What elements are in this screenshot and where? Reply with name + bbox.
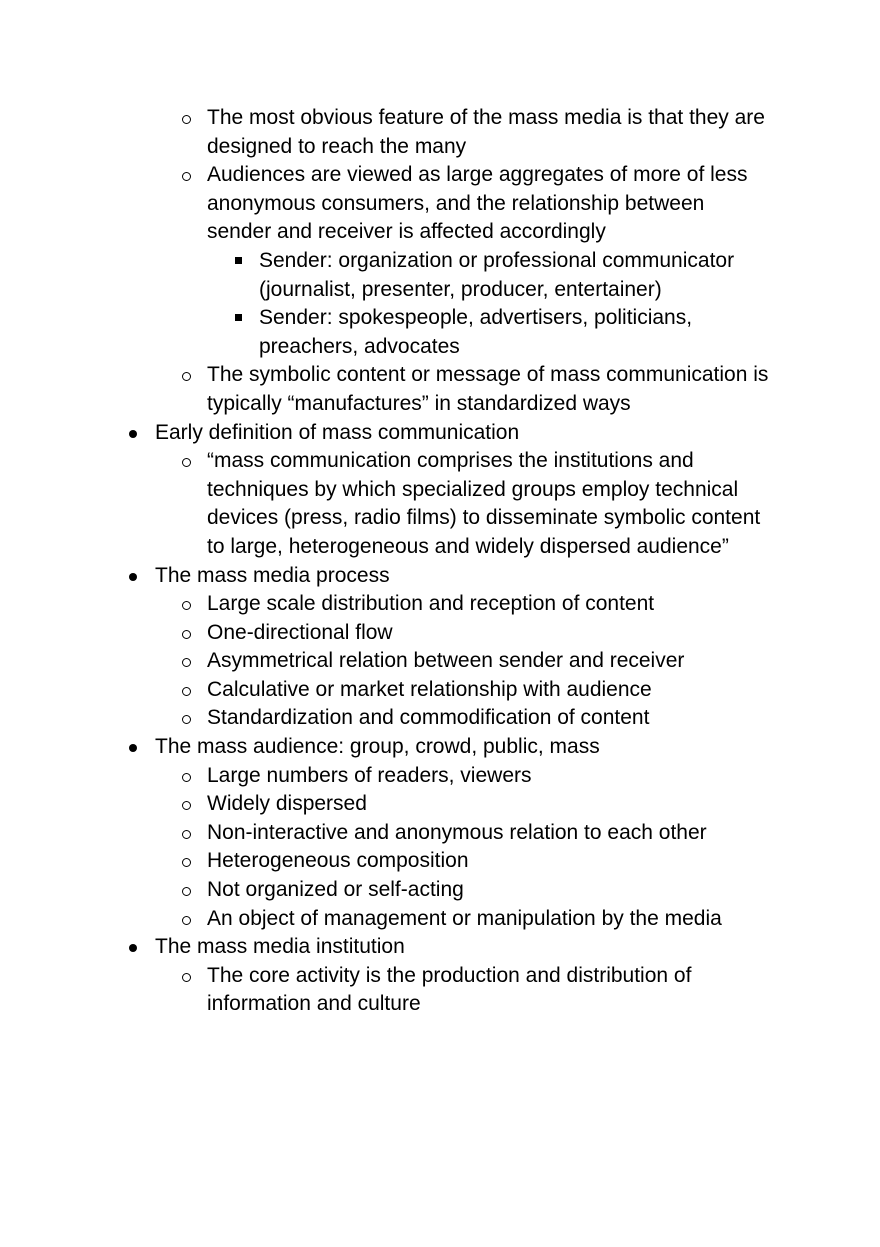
list-item-line: Standardization and commodification of content (207, 706, 650, 730)
list-item-line: preachers, advocates (259, 334, 460, 358)
document-body (0, 104, 880, 1019)
list-item-line: The symbolic content or message of mass communication is (207, 363, 769, 387)
list-item (0, 790, 880, 819)
list-item-line: to large, heterogeneous and widely dispersed audience” (207, 534, 729, 558)
hollow-circle-bullet-icon (182, 630, 191, 639)
list-item (0, 619, 880, 648)
list-item (0, 304, 880, 361)
list-item (0, 161, 880, 247)
list-item (0, 733, 880, 762)
list-item (0, 647, 880, 676)
filled-circle-bullet-icon (129, 944, 137, 952)
filled-circle-bullet-icon (129, 744, 137, 752)
list-item-line: The most obvious feature of the mass media is that they are (207, 106, 765, 129)
list-item (0, 562, 880, 591)
list-item (0, 419, 880, 448)
list-item-line: Heterogeneous composition (207, 849, 469, 873)
hollow-circle-bullet-icon (182, 372, 191, 381)
list-item-line: The mass media process (155, 563, 390, 587)
list-item-line: Large scale distribution and reception of content (207, 592, 655, 616)
list-item-line: One-directional flow (207, 620, 393, 644)
list-item-line: Sender: organization or professional communicator (259, 248, 735, 272)
square-bullet-icon (235, 314, 242, 321)
list-item-line: information and culture (207, 992, 421, 1016)
list-item-line: Not organized or self-acting (207, 878, 464, 902)
list-item-line: The mass media institution (155, 935, 405, 959)
hollow-circle-bullet-icon (182, 172, 191, 181)
hollow-circle-bullet-icon (182, 773, 191, 782)
hollow-circle-bullet-icon (182, 658, 191, 667)
hollow-circle-bullet-icon (182, 801, 191, 810)
hollow-circle-bullet-icon (182, 458, 191, 467)
list-item (0, 933, 880, 962)
list-item-line: “mass communication comprises the institutions and (207, 449, 694, 473)
list-item-line: The mass audience: group, crowd, public, mass (155, 735, 600, 759)
list-item-line: Non-interactive and anonymous relation to each other (207, 820, 707, 844)
hollow-circle-bullet-icon (182, 830, 191, 839)
list-item-line: Widely dispersed (207, 792, 367, 816)
list-item-line: Audiences are viewed as large aggregates of more of less (207, 163, 748, 187)
list-item-line: Asymmetrical relation between sender and receiver (207, 649, 685, 673)
list-item-line: techniques by which specialized groups employ technical (207, 477, 739, 501)
list-item-line: Sender: spokespeople, advertisers, politicians, (259, 306, 693, 330)
list-item-line: devices (press, radio films) to disseminate symbolic content (207, 506, 761, 530)
list-item-line: An object of management or manipulation by the media (207, 906, 722, 930)
hollow-circle-bullet-icon (182, 687, 191, 696)
list-item-line: Early definition of mass communication (155, 420, 520, 444)
hollow-circle-bullet-icon (182, 715, 191, 724)
filled-circle-bullet-icon (129, 430, 137, 438)
list-item (0, 704, 880, 733)
list-item (0, 905, 880, 934)
list-item-line: Large numbers of readers, viewers (207, 763, 532, 787)
list-item (0, 819, 880, 848)
list-item (0, 762, 880, 791)
list-item-line: (journalist, presenter, producer, entertainer) (259, 277, 662, 301)
list-item (0, 447, 880, 561)
list-item (0, 676, 880, 705)
list-item (0, 104, 880, 161)
list-item (0, 962, 880, 1019)
list-item-line: anonymous consumers, and the relationship between (207, 191, 705, 215)
list-item-line: designed to reach the many (207, 134, 467, 158)
list-item-line: sender and receiver is affected accordingly (207, 220, 606, 244)
list-item (0, 590, 880, 619)
hollow-circle-bullet-icon (182, 887, 191, 896)
hollow-circle-bullet-icon (182, 115, 191, 124)
hollow-circle-bullet-icon (182, 916, 191, 925)
list-item-line: typically “manufactures” in standardized ways (207, 391, 631, 415)
hollow-circle-bullet-icon (182, 858, 191, 867)
list-item (0, 247, 880, 304)
list-item-line: The core activity is the production and distribution of (207, 963, 692, 987)
list-item (0, 876, 880, 905)
hollow-circle-bullet-icon (182, 601, 191, 610)
square-bullet-icon (235, 257, 242, 264)
list-item (0, 361, 880, 418)
hollow-circle-bullet-icon (182, 973, 191, 982)
filled-circle-bullet-icon (129, 573, 137, 581)
list-item (0, 847, 880, 876)
list-item-line: Calculative or market relationship with audience (207, 677, 652, 701)
